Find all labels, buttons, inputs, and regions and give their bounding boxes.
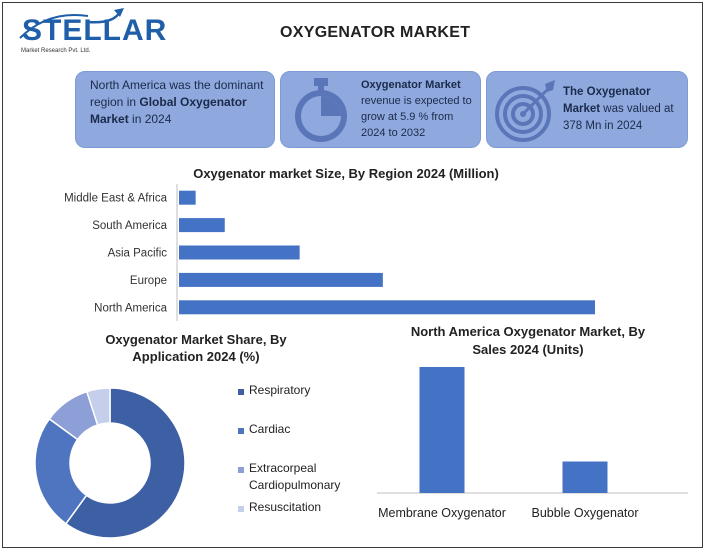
- region-tick-label: Middle East & Africa: [64, 192, 167, 205]
- info-card-growth-text: Oxygenator Market revenue is expected to grow at 5.9 % from 2024 to 2032: [361, 79, 472, 139]
- page-title: OXYGENATOR MARKET: [280, 24, 471, 41]
- info-card-region-text: North America was the dominant region in Global Oxygenator Market in 2024: [90, 78, 264, 126]
- legend-marker: [238, 428, 244, 434]
- region-tick-label: Europe: [129, 274, 167, 287]
- logo-brand: STELLAR: [22, 14, 168, 47]
- region-tick-label: South America: [92, 220, 167, 233]
- region-tick-label: North America: [94, 302, 167, 315]
- legend-marker: [238, 506, 244, 512]
- region-tick-label: Asia Pacific: [107, 247, 167, 260]
- sales-bar: [563, 462, 608, 494]
- application-chart-title: Oxygenator Market Share, By Application 2024 (%): [105, 332, 287, 364]
- legend-label: Resuscitation: [249, 500, 322, 514]
- region-bar: [179, 191, 196, 205]
- region-bar: [179, 218, 225, 232]
- info-card-value-text: The Oxygenator Market was valued at 378 Mn in 2024: [563, 86, 674, 132]
- logo-tagline: Market Research Pvt. Ltd.: [21, 48, 91, 54]
- region-bar: [179, 246, 300, 260]
- legend-label: Cardiac: [249, 422, 291, 436]
- sales-bar: [420, 367, 465, 493]
- sales-tick-label: Membrane Oxygenator: [378, 506, 506, 520]
- legend-label: Respiratory: [249, 383, 311, 397]
- legend-marker: [238, 389, 244, 395]
- region-chart-title: Oxygenator market Size, By Region 2024 (Million): [193, 166, 499, 181]
- region-bar: [179, 273, 383, 287]
- legend-label: Extracorpeal Cardiopulmonary: [249, 461, 341, 492]
- sales-chart-title: North America Oxygenator Market, By Sales 2024 (Units): [410, 324, 646, 357]
- region-bar: [179, 300, 595, 314]
- legend-marker: [238, 467, 244, 473]
- sales-tick-label: Bubble Oxygenator: [531, 506, 639, 520]
